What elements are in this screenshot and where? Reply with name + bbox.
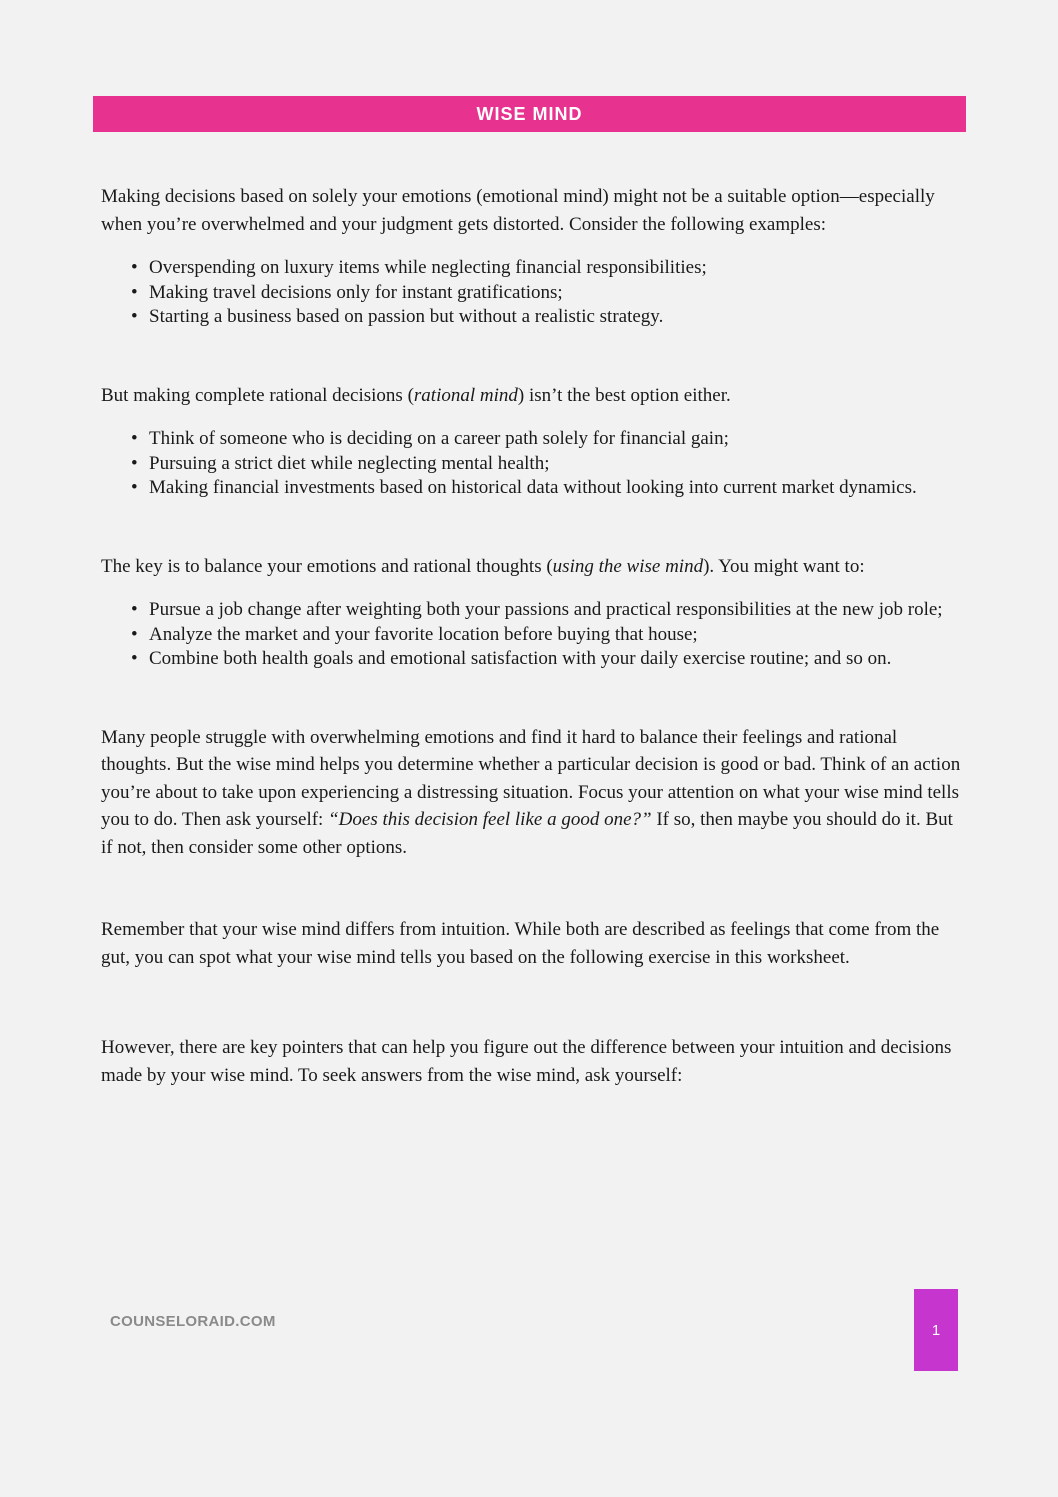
page-number: 1 <box>931 1321 941 1339</box>
wise-examples-list <box>101 598 961 672</box>
struggle-paragraph: Many people struggle with overwhelming emotions and find it hard to balance their feelings and rational thoughts. But the wise mind helps you determine whether a particular decision is good or bad. Think of an action you’re about to take upon experiencing a distressing situation. Focus your attention on what your wise mind tells you to do. Then ask yourself: “Does this decision feel like a good one?” If so, then maybe you should do it. But if not, then consider some other options. <box>101 726 961 858</box>
balance-paragraph: The key is to balance your emotions and rational thoughts (using the wise mind). You might want to: <box>101 555 865 577</box>
bullet-icon: • <box>131 477 138 498</box>
bullet-icon: • <box>131 452 138 474</box>
rational-examples-list <box>101 427 961 501</box>
bullet-icon: • <box>131 281 138 303</box>
bullet-icon: • <box>131 428 138 449</box>
footer-site-name: COUNSELORAID.COM <box>110 1313 276 1330</box>
list-item: • Starting a business based on passion but without a realistic strategy. <box>101 305 961 330</box>
list-item: • Pursue a job change after weighting both your passions and practical responsibilities at the new job role; <box>101 598 961 623</box>
page-number-badge <box>914 1289 958 1371</box>
list-item: • Overspending on luxury items while neglecting financial responsibilities; <box>101 256 961 281</box>
bullet-icon: • <box>131 599 138 620</box>
bullet-icon: • <box>131 306 138 327</box>
bullet-icon: • <box>131 623 138 645</box>
intro-paragraph: Making decisions based on solely your emotions (emotional mind) might not be a suitable option—especially when you’re overwhelmed and your judgment gets distorted. Consider the following examples: <box>101 186 935 235</box>
page-title: WISE MIND <box>476 103 583 124</box>
pointers-paragraph: However, there are key pointers that can help you figure out the difference between your intuition and decisions made by your wise mind. To seek answers from the wise mind, ask yourself: <box>101 1037 952 1086</box>
intuition-paragraph: Remember that your wise mind differs from intuition. While both are described as feelings that come from the gut, you can spot what your wise mind tells you based on the following exercise in this worksheet. <box>101 919 940 968</box>
list-item: • Combine both health goals and emotional satisfaction with your daily exercise routine; and so on. <box>101 647 961 672</box>
list-item: • Analyze the market and your favorite location before buying that house; <box>101 623 961 648</box>
list-item: • Making financial investments based on historical data without looking into current market dynamics. <box>101 476 961 501</box>
title-bar <box>93 96 966 132</box>
list-item: • Pursuing a strict diet while neglecting mental health; <box>101 452 961 477</box>
list-item: • Think of someone who is deciding on a career path solely for financial gain; <box>101 427 961 452</box>
rational-paragraph: But making complete rational decisions (rational mind) isn’t the best option either. <box>101 384 731 406</box>
bullet-icon: • <box>131 648 138 669</box>
document-body <box>101 183 961 1089</box>
list-item: • Making travel decisions only for instant gratifications; <box>101 281 961 306</box>
bullet-icon: • <box>131 257 138 278</box>
emotional-examples-list <box>101 256 961 330</box>
